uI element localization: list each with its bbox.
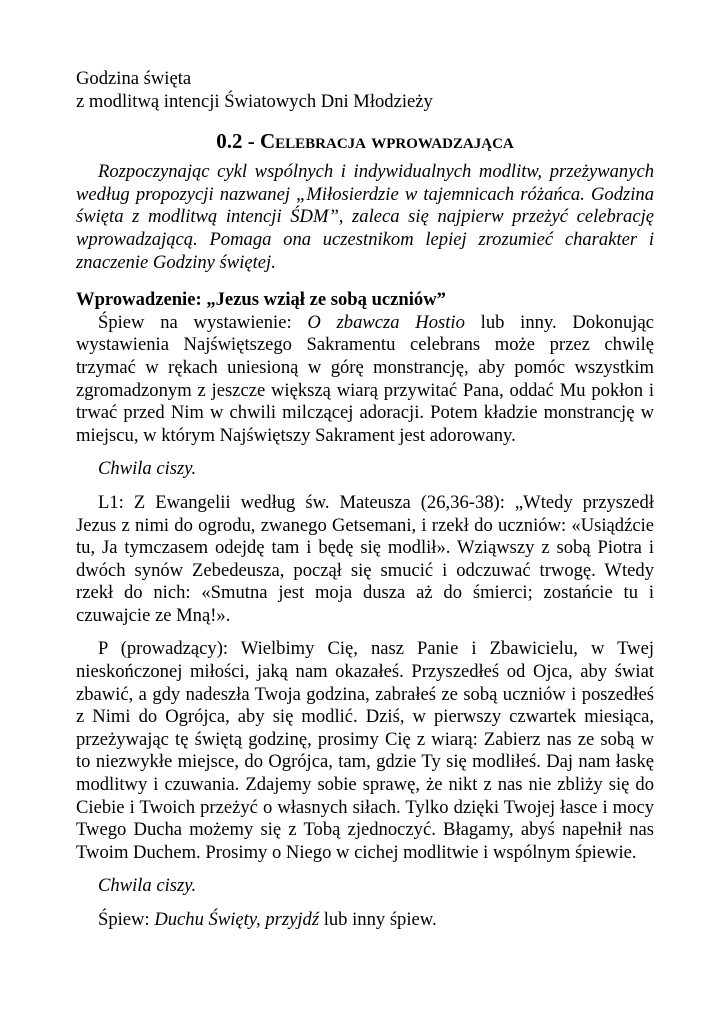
section-title-text: Celebracja wprowadzająca (259, 129, 514, 154)
song-rest: lub inny śpiew. (319, 909, 437, 930)
exposition-text-rest: lub inny. Dokonując wystawienia Najświętszego Sakramentu celebrans może przez chwilę trzymać w rękach uniesioną w górę monstrancję, aby pomóc wszystkim zgromadzonym z jeszcze większą wiarą przywitać Pana, oddać Mu pokłon i trwać przed Nim w chwili milczącej adoracji. Potem kładzie monstrancję w miejscu, w którym Najświętszy Sakrament jest adorowany. (76, 311, 654, 446)
silence-note-1: Chwila ciszy. (98, 458, 197, 480)
exposition-text-start: Śpiew na wystawienie: (98, 311, 308, 333)
document-page (76, 68, 654, 932)
header-subtitle: z modlitwą intencji Światowych Dni Młodzieży (76, 90, 433, 112)
song-label: Śpiew: (98, 909, 155, 930)
section-title (76, 128, 654, 154)
paragraph-exposition (76, 312, 654, 448)
gospel-reading: L1: Z Ewangelii według św. Mateusza (26,36-38): „Wtedy przyszedł Jezus z nimi do ogrodu, zwanego Getsemani, i rzekł do uczniów: «Usiądźcie tu, Ja tymczasem odejdę tam i będę się modlił». Wziąwszy z sobą Piotra i dwóch synów Zebedeusza, począł się smucić i odczuwać trwogę. Wtedy rzekł do nich: «Smutna jest moja dusza aż do śmierci; zostańcie tu i czuwajcie ze Mną!». (76, 491, 654, 626)
section-number: 0.2 - (216, 129, 260, 154)
intro-paragraph: Rozpoczynając cykl wspólnych i indywidualnych modlitw, przeżywanych według propozycji nazwanej „Miłosierdzie w tajemnicach różańca. Godzina święta z modlitwą intencji ŚDM”, zaleca się najpierw przeżyć celebrację wprowadzającą. Pomaga ona uczestnikom lepiej zrozumieć charakter i znaczenie Godziny świętej. (76, 161, 654, 273)
song-paragraph (76, 909, 654, 932)
subsection-heading: Wprowadzenie: „Jezus wziął ze sobą uczniów” (76, 289, 446, 311)
prayer-paragraph: P (prowadzący): Wielbimy Cię, nasz Panie i Zbawicielu, w Twej nieskończonej miłości, jaką nam okazałeś. Przyszedłeś od Ojca, aby świat zbawić, a gdy nadeszła Twoja godzina, zabrałeś ze sobą uczniów i poszedłeś z Nimi do Ogrójca, aby się modlić. Dziś, w pierwszy czwartek miesiąca, przeżywając tę świętą godzinę, prosimy Cię z wiarą: Zabierz nas ze sobą w to niezwykłe miejsce, do Ogrójca, tam, gdzie Ty się modliłeś. Daj nam łaskę modlitwy i czuwania. Zdajemy sobie sprawę, że nikt z nas nie zbliży się do Ciebie i Twoich przeżyć o własnych siłach. Tylko dzięki Twojej łasce i mocy Twego Ducha możemy się z Tobą zjednoczyć. Błagamy, abyś napełnił nas Twoim Duchem. Prosimy o Niego w cichej modlitwie i wspólnym śpiewie. (76, 638, 654, 863)
exposition-song-title: O zbawcza Hostio (307, 311, 465, 333)
header-title: Godzina święta (76, 68, 192, 89)
song-title: Duchu Święty, przyjdź (154, 909, 320, 930)
silence-note-2: Chwila ciszy. (98, 875, 197, 897)
